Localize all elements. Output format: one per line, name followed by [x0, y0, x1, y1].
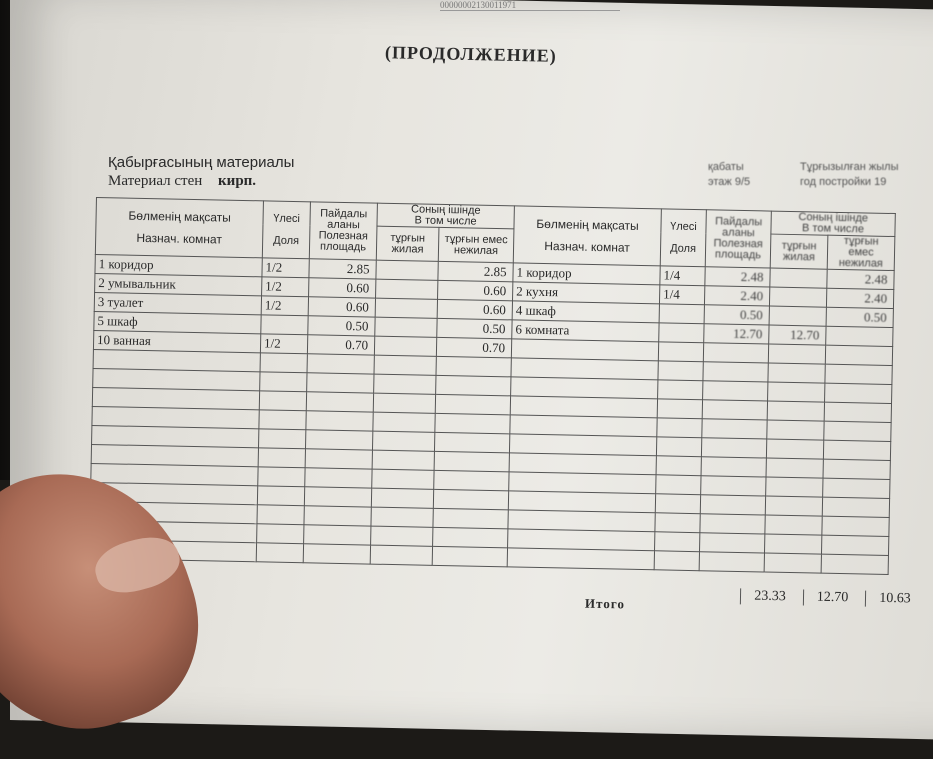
floor-line [708, 175, 750, 190]
right-area-cell [700, 533, 765, 553]
left-share-cell [258, 429, 305, 449]
right-nonliving-cell [823, 440, 890, 460]
nonliving-kz-right: тұрғын емес [843, 235, 879, 259]
header-purpose-right [513, 206, 661, 266]
wall-material-value: кирп. [218, 173, 257, 189]
left-area-cell [307, 373, 374, 393]
right-area-cell: 2.40 [704, 286, 769, 306]
right-nonliving-cell [821, 535, 888, 555]
right-share-cell [656, 437, 701, 457]
right-nonliving-cell: 0.50 [826, 307, 893, 327]
right-share-cell [659, 304, 704, 324]
right-nonliving-cell [822, 516, 889, 536]
right-room-cell: 4 шкаф [512, 301, 659, 323]
left-share-cell [258, 467, 305, 487]
left-room-cell: 2 умывальник [95, 273, 262, 295]
right-share-cell: 1/4 [660, 266, 705, 286]
right-living-cell [764, 534, 821, 554]
left-living-cell [371, 507, 433, 527]
purpose-kz: Бөлменің мақсаты [128, 208, 231, 225]
right-living-cell [766, 439, 823, 459]
living-ru: жилая [391, 242, 424, 256]
right-nonliving-cell [826, 326, 893, 346]
left-living-cell [375, 317, 437, 337]
header-area-right [705, 210, 771, 268]
right-living-cell [765, 496, 822, 516]
left-nonliving-cell [433, 527, 508, 548]
right-area-cell [702, 400, 767, 420]
left-nonliving-cell: 2.85 [438, 261, 513, 282]
total-nonliving: 10.63 [865, 591, 924, 608]
left-living-cell [371, 488, 433, 508]
right-area-cell [700, 495, 765, 515]
left-share-cell [257, 505, 304, 525]
right-share-cell [657, 418, 702, 438]
year-info [800, 160, 898, 190]
right-room-cell: 2 кухня [512, 282, 659, 304]
left-living-cell [374, 374, 436, 394]
wall-material-line [108, 173, 256, 190]
nonliving-ru: нежилая [453, 243, 499, 257]
right-living-cell [766, 477, 823, 497]
right-living-cell [768, 344, 825, 364]
left-living-cell [373, 393, 435, 413]
left-living-cell [371, 526, 433, 546]
left-living-cell [376, 260, 438, 280]
right-living-cell [767, 420, 824, 440]
share-kz: Үлесі [273, 212, 301, 225]
left-share-cell [260, 353, 307, 373]
floor-label-kz: қабаты [708, 161, 744, 173]
right-area-cell [701, 457, 766, 477]
incl-ru-right: В том числе [801, 222, 865, 236]
area-kz-right: Пайдалы аланы [714, 215, 763, 240]
left-area-cell: 0.60 [309, 278, 376, 298]
left-room-cell: 5 шкаф [94, 311, 261, 333]
right-area-cell [703, 343, 768, 363]
left-area-cell [306, 392, 373, 412]
right-room-cell: 1 коридор [513, 263, 660, 285]
right-nonliving-cell [824, 421, 891, 441]
header-area-left [309, 202, 377, 260]
right-nonliving-cell [823, 478, 890, 498]
right-share-cell: 1/4 [659, 285, 704, 305]
right-area-cell [701, 438, 766, 458]
right-area-cell: 12.70 [704, 324, 769, 344]
right-living-cell [767, 401, 824, 421]
right-nonliving-cell: 2.40 [826, 288, 893, 308]
right-share-cell [658, 361, 703, 381]
wall-material-label-ru: Материал стен [108, 173, 203, 189]
left-room-cell: 10 ванная [93, 330, 260, 352]
left-share-cell [256, 543, 303, 563]
left-nonliving-cell [434, 432, 509, 453]
left-share-cell [259, 410, 306, 430]
total-label: Итого [584, 595, 626, 612]
right-share-cell [656, 456, 701, 476]
left-area-cell [303, 544, 370, 564]
living-kz: тұрғын [390, 231, 426, 245]
right-living-cell [769, 287, 826, 307]
left-area-cell [305, 468, 372, 488]
floor-label-ru: этаж [708, 176, 732, 188]
right-nonliving-cell [822, 497, 889, 517]
right-area-cell: 2.48 [705, 267, 770, 287]
incl-kz: Соның ішінде [410, 203, 481, 217]
header-share-left [262, 201, 310, 259]
right-area-cell [699, 552, 764, 572]
left-nonliving-cell [434, 451, 509, 472]
total-living: 12.70 [802, 589, 861, 606]
right-area-cell [703, 362, 768, 382]
left-nonliving-cell: 0.50 [437, 318, 512, 339]
right-nonliving-cell [824, 402, 891, 422]
left-share-cell [257, 486, 304, 506]
header-nonliving-right [827, 235, 895, 270]
living-kz-right: тұрғын [781, 239, 817, 252]
right-share-cell [659, 323, 704, 343]
left-nonliving-cell: 0.60 [438, 280, 513, 301]
right-nonliving-cell [823, 459, 890, 479]
left-nonliving-cell [432, 546, 507, 567]
floor-value: 9/5 [734, 176, 751, 188]
left-share-cell [258, 448, 305, 468]
right-area-cell [702, 419, 767, 439]
left-share-cell: 1/2 [262, 277, 309, 297]
header-living-right [770, 234, 828, 269]
right-room-cell: 6 комната [512, 320, 659, 342]
left-nonliving-cell [433, 508, 508, 529]
nonliving-kz: тұрғын емес [444, 232, 508, 246]
left-share-cell: 1/2 [261, 296, 308, 316]
right-nonliving-cell [825, 383, 892, 403]
left-nonliving-cell [435, 413, 510, 434]
left-nonliving-cell [435, 394, 510, 415]
floor-info [708, 160, 750, 190]
right-living-cell [768, 363, 825, 383]
left-living-cell [372, 431, 434, 451]
left-area-cell: 0.50 [308, 316, 375, 336]
header-strip: 00000002130011971 [440, 0, 620, 11]
header-living-left [376, 226, 439, 261]
wall-material-label-kz: Қабырғасының материалы [108, 154, 295, 171]
left-share-cell [261, 315, 308, 335]
share-ru: Доля [273, 234, 300, 247]
left-room-cell: 1 коридор [95, 254, 262, 276]
page-title: (ПРОДОЛЖЕНИЕ) [384, 42, 557, 66]
rooms-table-body [89, 254, 894, 574]
right-living-cell [768, 382, 825, 402]
rooms-table [89, 197, 896, 575]
total-area: 23.33 [740, 588, 799, 605]
header-purpose-left [95, 198, 263, 258]
right-nonliving-cell: 2.48 [827, 269, 894, 289]
left-share-cell [259, 391, 306, 411]
right-share-cell [654, 551, 699, 571]
left-living-cell [372, 469, 434, 489]
incl-kz-right: Соның ішінде [798, 211, 869, 225]
left-nonliving-cell [433, 489, 508, 510]
right-share-cell [655, 494, 700, 514]
left-living-cell [374, 336, 436, 356]
right-living-cell [764, 553, 821, 573]
left-living-cell [373, 412, 435, 432]
right-share-cell [655, 532, 700, 552]
left-living-cell [376, 279, 438, 299]
purpose-kz-right: Бөлменің мақсаты [536, 216, 639, 233]
right-nonliving-cell [821, 554, 888, 574]
left-living-cell [372, 450, 434, 470]
header-incl-right [771, 211, 895, 236]
right-living-cell [765, 515, 822, 535]
nonliving-ru-right: нежилая [838, 256, 883, 270]
year-label-kz: Тұрғызылған жылы [800, 161, 899, 173]
left-area-cell [304, 525, 371, 545]
share-kz-right: Үлесі [670, 220, 697, 233]
left-share-cell [257, 524, 304, 544]
right-share-cell [658, 342, 703, 362]
left-share-cell: 1/2 [260, 334, 307, 354]
year-label-ru: год постройки [800, 176, 872, 188]
living-ru-right: жилая [782, 250, 816, 263]
left-nonliving-cell: 0.60 [437, 299, 512, 320]
left-living-cell [374, 355, 436, 375]
area-kz: Пайдалы аланы [320, 207, 368, 232]
left-area-cell [305, 449, 372, 469]
left-area-cell: 0.70 [307, 335, 374, 355]
left-nonliving-cell [436, 356, 511, 377]
area-ru: Полезная площадь [318, 229, 369, 254]
left-area-cell [305, 430, 372, 450]
header-incl-left [377, 203, 514, 229]
header-share-right [660, 209, 706, 267]
right-living-cell [766, 458, 823, 478]
right-area-cell [701, 476, 766, 496]
left-share-cell [260, 372, 307, 392]
right-share-cell [657, 399, 702, 419]
left-area-cell: 0.60 [308, 297, 375, 317]
left-area-cell [307, 354, 374, 374]
right-nonliving-cell [825, 364, 892, 384]
right-room-cell [507, 548, 654, 570]
left-living-cell [375, 298, 437, 318]
right-living-cell [769, 306, 826, 326]
right-area-cell [700, 514, 765, 534]
area-ru-right: Полезная площадь [713, 237, 763, 262]
left-room-cell: 3 туалет [94, 292, 261, 314]
right-share-cell [655, 513, 700, 533]
left-share-cell: 1/2 [262, 258, 309, 278]
left-area-cell [304, 487, 371, 507]
totals-row [740, 588, 924, 607]
left-area-cell: 2.85 [309, 259, 376, 279]
right-area-cell: 0.50 [704, 305, 769, 325]
right-living-cell: 12.70 [769, 325, 826, 345]
header-nonliving-left [438, 227, 514, 262]
incl-ru: В том числе [414, 214, 477, 228]
right-nonliving-cell [825, 345, 892, 365]
left-nonliving-cell [434, 470, 509, 491]
left-area-cell [306, 411, 373, 431]
left-nonliving-cell: 0.70 [436, 337, 511, 358]
left-nonliving-cell [436, 375, 511, 396]
right-area-cell [703, 381, 768, 401]
right-share-cell [658, 380, 703, 400]
purpose-ru-right: Назнач. комнат [544, 238, 630, 255]
year-line [800, 175, 898, 190]
year-value: 19 [874, 176, 887, 188]
purpose-ru: Назнач. комнат [136, 230, 223, 247]
left-living-cell [370, 545, 432, 565]
right-share-cell [656, 475, 701, 495]
left-area-cell [304, 506, 371, 526]
right-living-cell [770, 268, 827, 288]
share-ru-right: Доля [670, 242, 697, 255]
